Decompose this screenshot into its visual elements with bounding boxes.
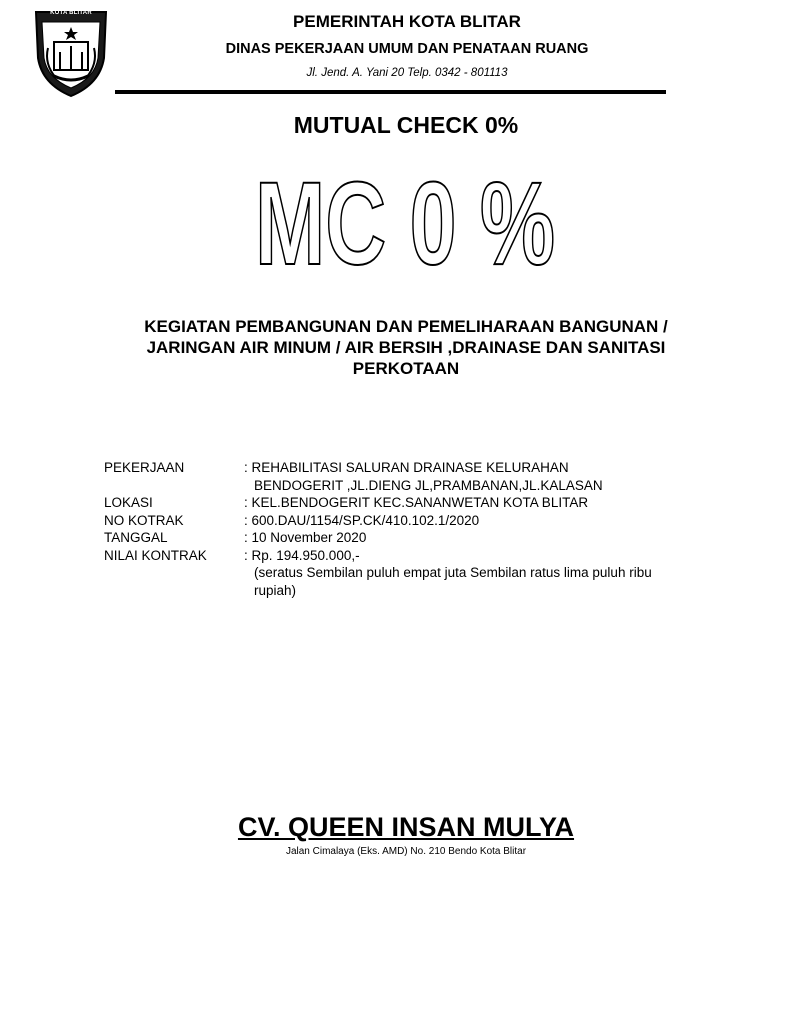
kota-blitar-emblem (30, 8, 112, 98)
mc-outline-mark (250, 158, 560, 290)
info-label: NILAI KONTRAK (104, 547, 207, 563)
info-terbilang: rupiah) (254, 582, 297, 598)
info-row-tanggal (104, 529, 664, 547)
header-institution: PEMERINTAH KOTA BLITAR (293, 12, 521, 31)
header-divider (115, 90, 666, 94)
contract-info (104, 459, 664, 599)
activity-title (110, 316, 702, 379)
header-address: Jl. Jend. A. Yani 20 Telp. 0342 - 801113 (306, 67, 508, 79)
activity-line: KEGIATAN PEMBANGUNAN DAN PEMELIHARAAN BANGUNAN / (144, 317, 668, 336)
info-terbilang: (seratus Sembilan puluh empat juta Sembilan ratus lima puluh ribu (254, 565, 652, 580)
info-value: : 600.DAU/1154/SP.CK/410.102.1/2020 (244, 512, 480, 528)
info-value: : Rp. 194.950.000,- (244, 547, 360, 563)
info-label: NO KOTRAK (104, 512, 184, 528)
activity-line: JARINGAN AIR MINUM / AIR BERSIH ,DRAINASE DAN SANITASI (146, 338, 666, 357)
info-row-kontrak (104, 512, 664, 530)
mc-outline-text: MC 0 % (255, 158, 555, 290)
logo-label: KOTA BLITAR (50, 10, 92, 16)
company-name: CV. QUEEN INSAN MULYA (237, 812, 575, 842)
info-value: : REHABILITASI SALURAN DRAINASE KELURAHAN (244, 460, 569, 475)
info-row-lokasi (104, 494, 664, 512)
header-department: DINAS PEKERJAAN UMUM DAN PENATAAN RUANG (225, 41, 589, 57)
activity-line: PERKOTAAN (352, 359, 460, 378)
info-row-nilai (104, 547, 664, 565)
info-value: : KEL.BENDOGERIT KEC.SANANWETAN KOTA BLITAR (244, 495, 589, 510)
info-value: : 10 November 2020 (244, 530, 367, 545)
info-value-continued: BENDOGERIT ,JL.DIENG JL,PRAMBANAN,JL.KALASAN (254, 477, 603, 493)
document-title: MUTUAL CHECK 0% (293, 112, 519, 138)
info-row-pekerjaan (104, 459, 664, 477)
info-label: PEKERJAAN (104, 460, 185, 475)
company-address: Jalan Cimalaya (Eks. AMD) No. 210 Bendo Kota Blitar (285, 846, 527, 857)
info-label: LOKASI (104, 495, 153, 510)
info-label: TANGGAL (104, 530, 168, 545)
